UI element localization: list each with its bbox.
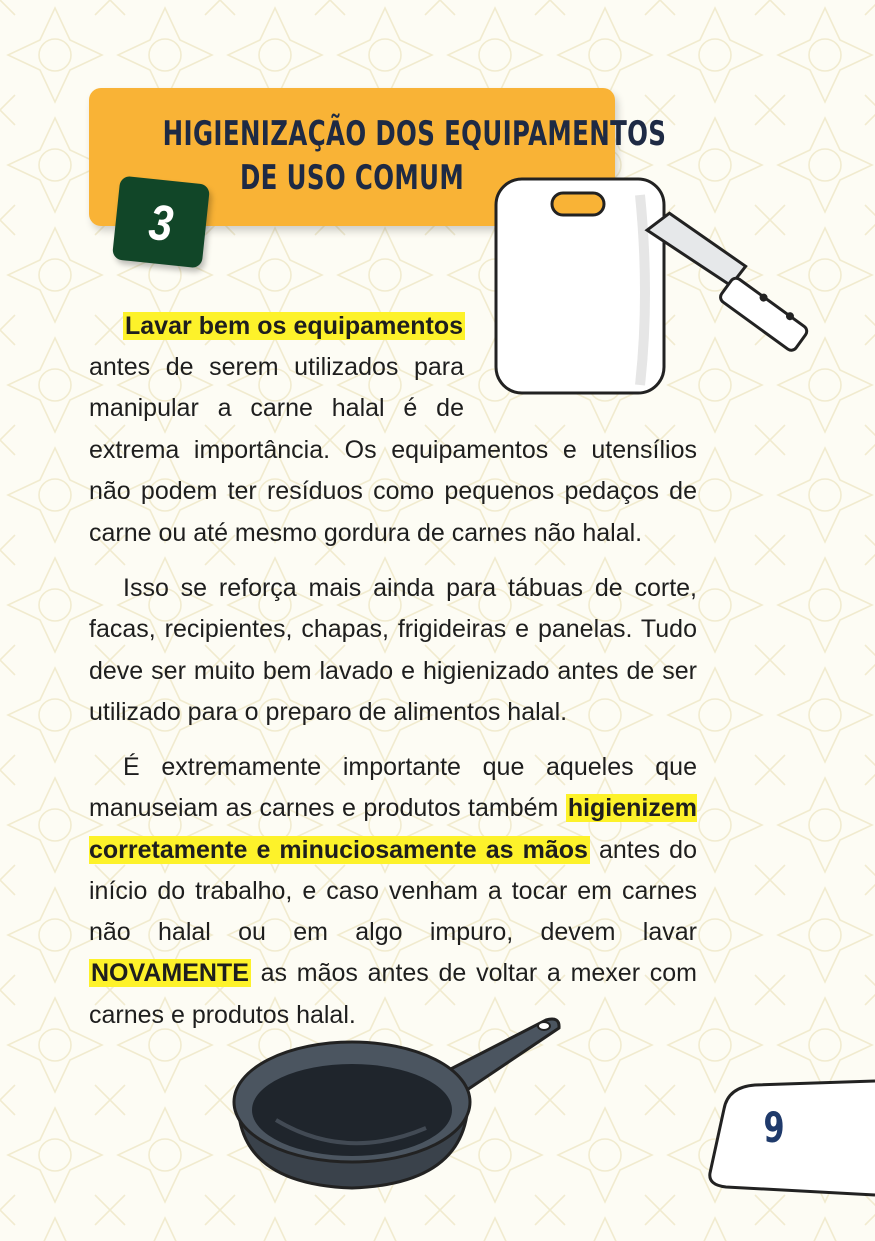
cutting-board-with-knife-illustration — [490, 175, 820, 410]
paragraph-3-part-1: É extremamente importante que aqueles que manuseiam as carnes e produtos também — [89, 753, 697, 823]
paragraph-3-part-3: as mãos antes de voltar a mexer com carnes e produtos halal. — [89, 959, 697, 1029]
paragraph-1-line-2: antes de serem utilizados para — [89, 353, 464, 381]
frying-pan-illustration — [226, 1012, 566, 1192]
highlight-novamente: NOVAMENTE — [91, 959, 249, 988]
page-title — [162, 112, 667, 200]
page-title-line-2: DE USO COMUM — [239, 158, 465, 198]
paragraph-1-line-3: manipular a carne halal é de — [89, 394, 464, 422]
paragraph-2: Isso se reforça mais ainda para tábuas de corte, facas, recipientes, chapas, frigideiras e panelas. Tudo deve ser muito bem lavado e higienizado antes de ser utilizado para o preparo de alimentos halal. — [89, 574, 697, 726]
page-title-line-1: HIGIENIZAÇÃO DOS EQUIPAMENTOS — [162, 114, 667, 154]
paragraph-1-line-1 — [123, 306, 465, 347]
highlight-higienizem: higienizem corretamente e minuciosamente as mãos — [89, 794, 697, 864]
section-number: 3 — [146, 193, 176, 253]
paragraph-1-rest: extrema importância. Os equipamentos e utensílios não podem ter resíduos como pequenos pedaços de carne ou até mesmo gordura de carnes não halal. — [89, 436, 697, 547]
highlight-lavar-bem: Lavar bem os equipamentos — [125, 312, 463, 340]
paragraph-3 — [89, 747, 697, 1036]
paragraph-3-part-2: antes do início do trabalho, e caso venham a tocar em carnes não halal ou em algo impuro, devem lavar — [89, 835, 697, 947]
page-number: 9 — [763, 1103, 785, 1152]
